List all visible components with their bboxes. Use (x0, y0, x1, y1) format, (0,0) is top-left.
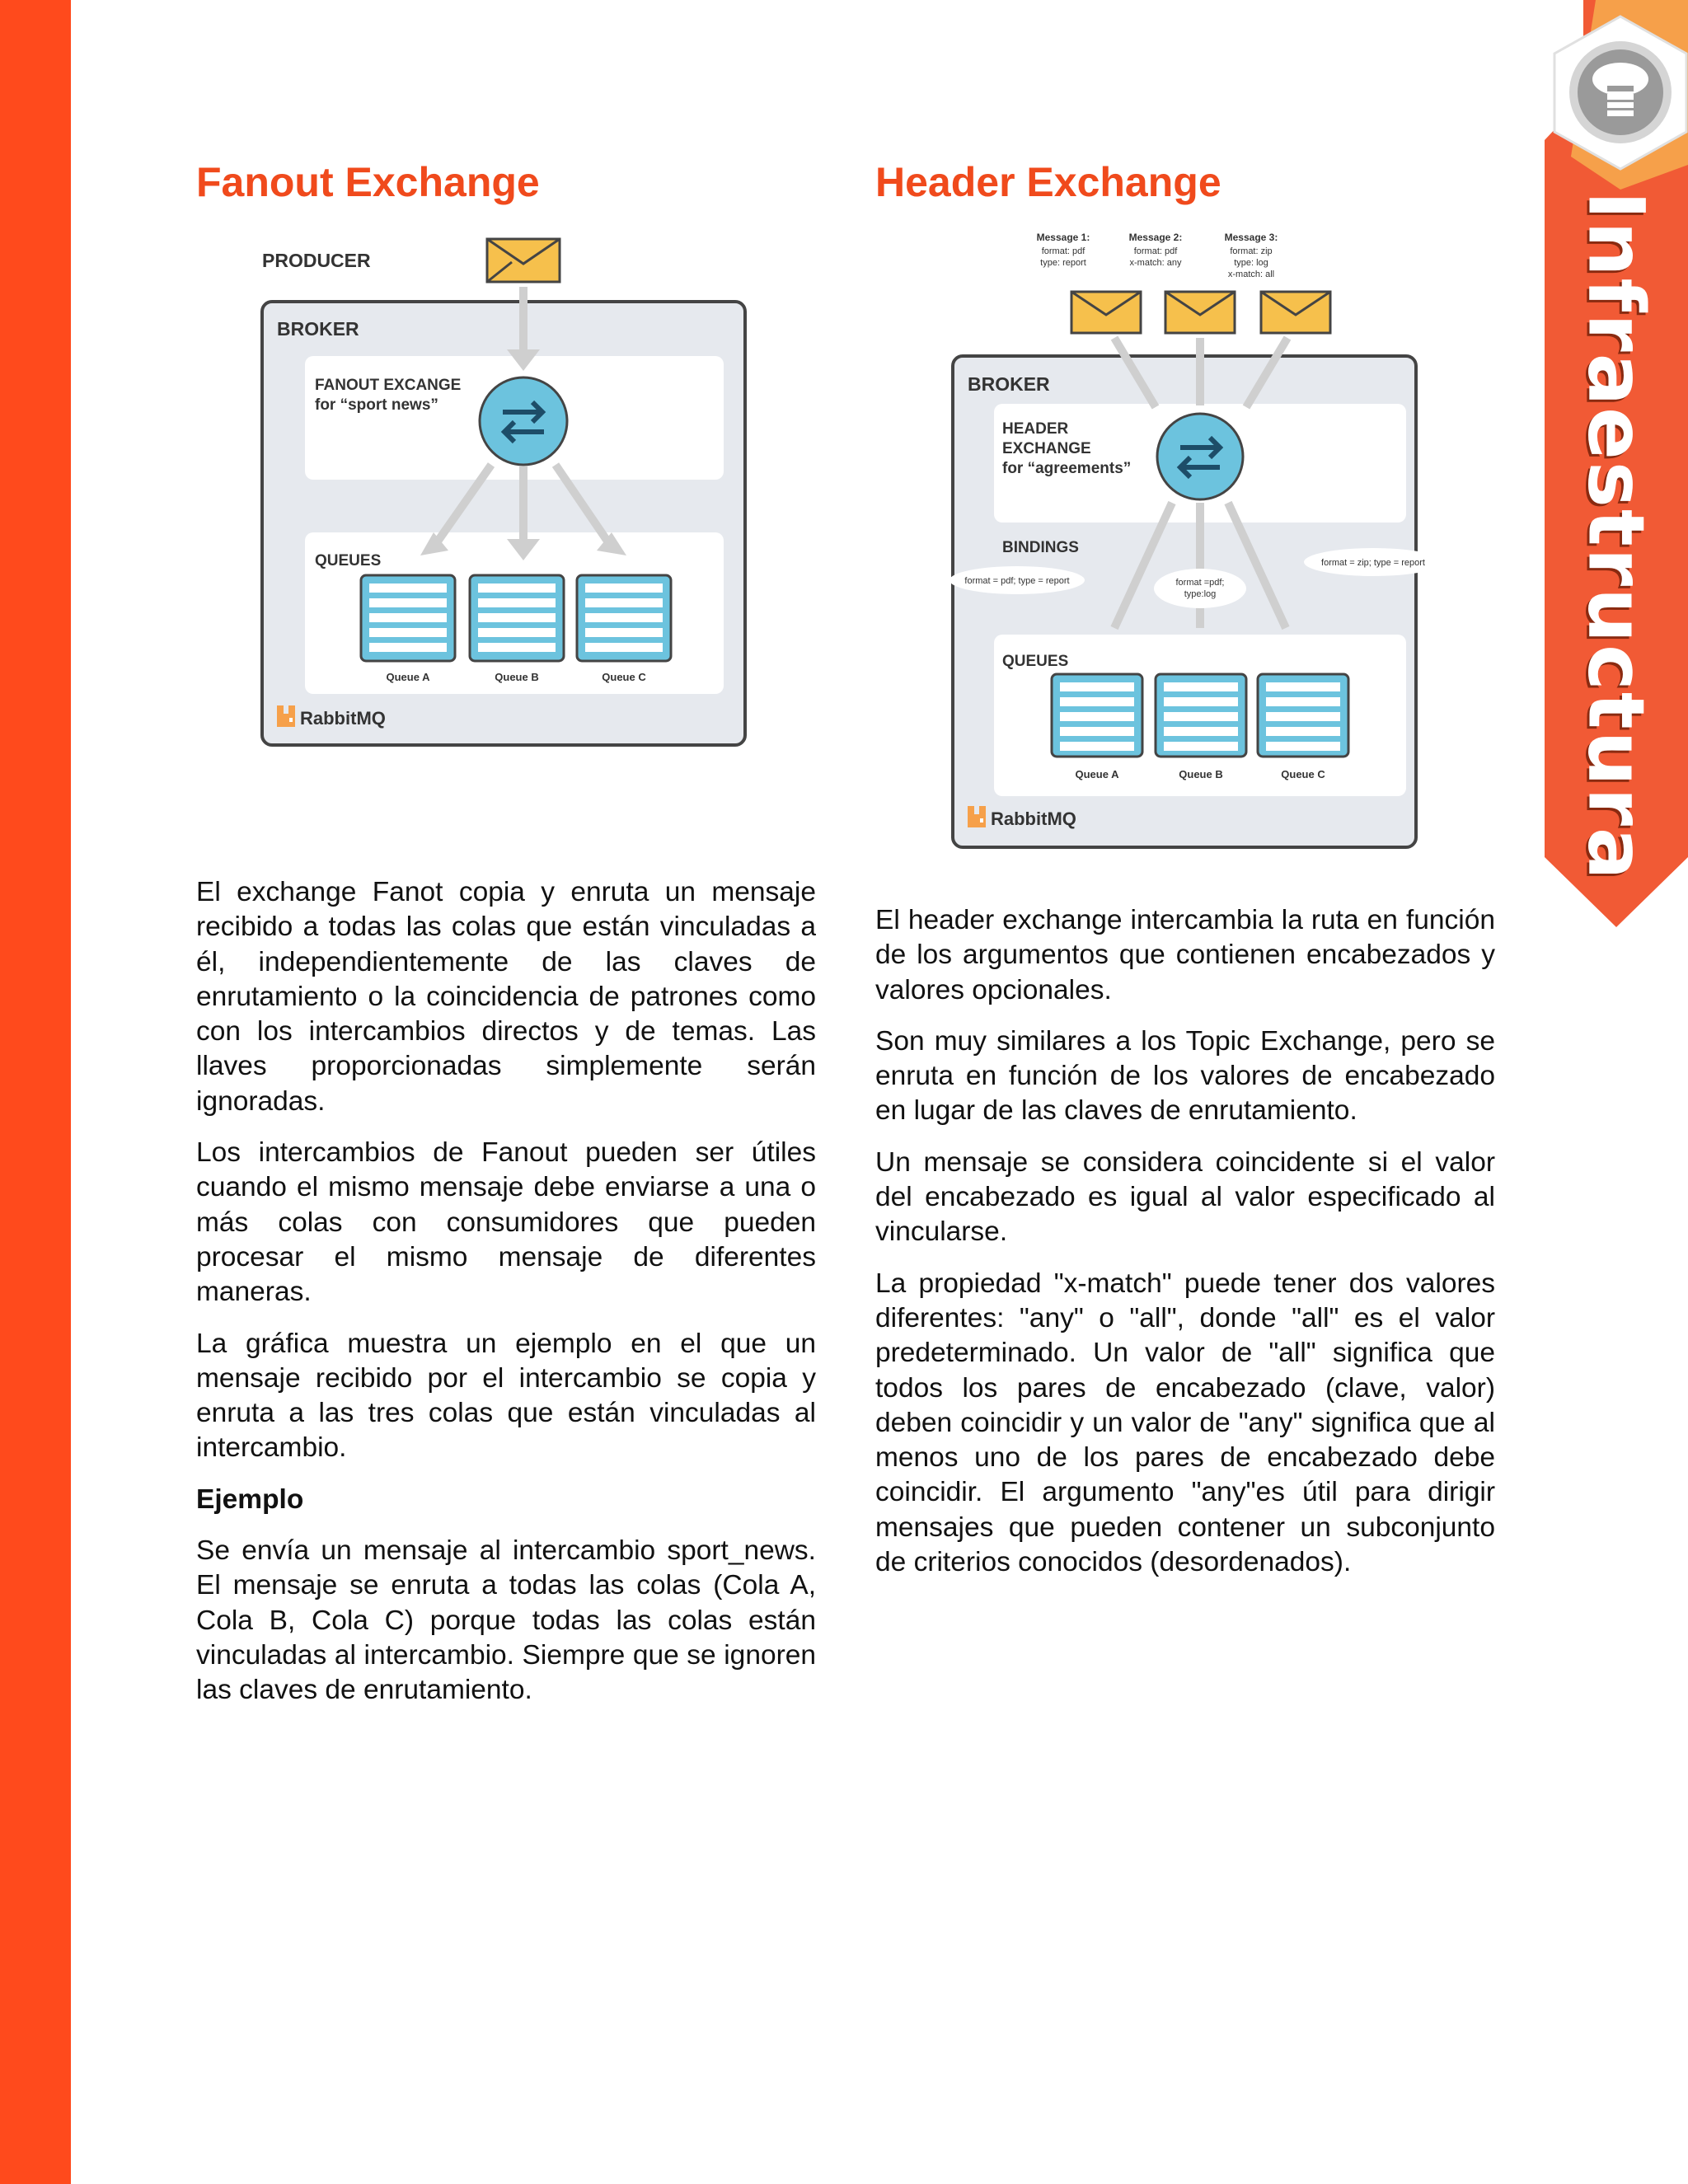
queue-b-icon (1156, 674, 1246, 757)
broker-label: BROKER (968, 373, 1050, 395)
exchange-name-line2: EXCHANGE (1002, 440, 1091, 457)
binding-2-line1: format =pdf; (1175, 578, 1225, 588)
example-heading: Ejemplo (196, 1483, 304, 1515)
queue-c-icon (577, 575, 671, 661)
fanout-body (196, 875, 816, 1708)
envelope-icon (1165, 292, 1235, 333)
binding-2-line2: type:log (1184, 589, 1217, 599)
rabbitmq-brand: RabbitMQ (991, 808, 1076, 829)
queue-a-label: Queue A (1075, 768, 1119, 780)
exchange-subtitle: for “agreements” (1002, 460, 1132, 477)
rabbitmq-brand: RabbitMQ (300, 708, 386, 729)
sidebar-tab-label: Infraestructura (1570, 190, 1661, 881)
paragraph: Son muy similares a los Topic Exchange, pero se enruta en función de los valores de encabezado en lugar de las claves de enrutamiento. (875, 1025, 1495, 1127)
message-3-title: Message 3: (1224, 232, 1278, 243)
queue-b-label: Queue B (495, 671, 539, 683)
queues-label: QUEUES (1002, 653, 1069, 670)
paragraph: La gráfica muestra un ejemplo en el que un mensaje recibido por el intercambio se copia y enruta a las tres colas que están vinculadas al intercambio. (196, 1328, 816, 1464)
header-diagram (908, 224, 1495, 857)
binding-1-text: format = pdf; type = report (964, 576, 1070, 586)
envelope-icon (487, 239, 560, 282)
binding-bubble (1154, 569, 1246, 608)
binding-3-text: format = zip; type = report (1321, 558, 1425, 568)
fanout-title: Fanout Exchange (196, 159, 540, 205)
message-3-line2: type: log (1234, 258, 1268, 268)
left-accent-bar (0, 0, 71, 2184)
queue-b-label: Queue B (1179, 768, 1223, 780)
cloud-server-icon (1569, 41, 1672, 143)
queue-c-label: Queue C (1281, 768, 1325, 780)
message-2-line2: x-match: any (1129, 258, 1182, 268)
producer-label: PRODUCER (262, 250, 371, 271)
exchange-name: FANOUT EXCANGE (315, 377, 462, 394)
paragraph: Se envía un mensaje al intercambio sport_news. El mensaje se enruta a todas las colas (Cola A, Cola B, Cola C) porque todas las colas están vinculadas al intercambio. Siempre que se ignoren las claves de enrutamiento. (196, 1535, 816, 1706)
message-1-line2: type: report (1040, 258, 1086, 268)
envelope-icon (1071, 292, 1141, 333)
envelope-icon (1261, 292, 1330, 333)
paragraph: La propiedad "x-match" puede tener dos valores diferentes: "any" o "all", donde "all" es el valor predeterminado. Un valor de "all" significa que todos los pares de encabezado (clave, valor) deben coincidir y un valor de "any" significa que al menos uno de los pares de encabezado debe coincidir. El argumento "any"es útil para dirigir mensajes que pueden contener un subconjunto de criterios conocidos (desordenados). (875, 1268, 1495, 1578)
exchange-circle (1157, 414, 1243, 499)
exchange-subtitle: for “sport news” (315, 396, 438, 414)
message-1-title: Message 1: (1036, 232, 1090, 243)
paragraph: El header exchange intercambia la ruta en función de los argumentos que contienen encabezados y valores opcionales. (875, 905, 1495, 1005)
queue-a-icon (1052, 674, 1142, 757)
exchange-circle (480, 377, 567, 465)
fanout-diagram (227, 226, 816, 786)
queue-c-label: Queue C (602, 671, 646, 683)
header-title: Header Exchange (875, 159, 1221, 205)
paragraph: Los intercambios de Fanout pueden ser útiles cuando el mismo mensaje debe enviarse a una o más colas con consumidores que pueden procesar el mismo mensaje de diferentes maneras. (196, 1137, 816, 1308)
broker-label: BROKER (277, 318, 359, 340)
queue-c-icon (1258, 674, 1348, 757)
header-body (875, 903, 1495, 1580)
paragraph: El exchange Fanot copia y enruta un mensaje recibido a todas las colas que están vinculadas a él, independientemente de las claves de enrutamiento o la coincidencia de patrones como con los intercambios directos y de temas. Las llaves proporcionadas simplemente serán ignoradas. (196, 877, 816, 1117)
message-2-title: Message 2: (1128, 232, 1183, 243)
message-1-line1: format: pdf (1041, 246, 1085, 256)
queue-a-label: Queue A (386, 671, 430, 683)
message-2-line1: format: pdf (1133, 246, 1178, 256)
left-column (196, 157, 816, 1725)
paragraph: Un mensaje se considera coincidente si el valor del encabezado es igual al valor especificado al vincularse. (875, 1146, 1495, 1248)
queue-b-icon (470, 575, 564, 661)
message-3-line1: format: zip (1230, 246, 1273, 256)
bindings-label: BINDINGS (1002, 539, 1079, 556)
queues-label: QUEUES (315, 552, 382, 569)
exchange-name-line1: HEADER (1002, 420, 1069, 438)
sidebar-tab-label-wrap (1570, 190, 1661, 881)
queue-a-icon (361, 575, 455, 661)
message-3-line3: x-match: all (1227, 269, 1275, 279)
right-column (875, 157, 1495, 1596)
